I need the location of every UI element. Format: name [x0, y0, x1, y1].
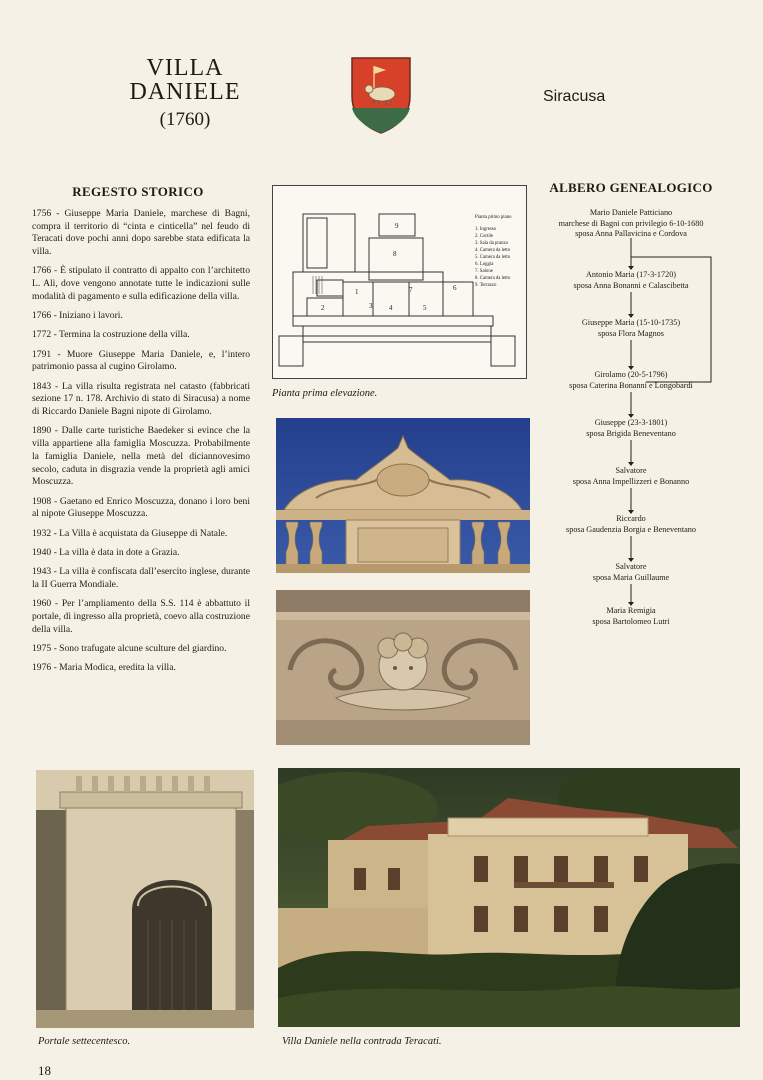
regesto-entry: 1975 - Sono trafugate alcune sculture del giardino. [32, 642, 227, 654]
regesto-entry: 1976 - Maria Modica, eredita la villa. [32, 662, 176, 674]
portale-caption: Portale settecentesco. [38, 1036, 131, 1047]
room-number: 6 [453, 284, 457, 292]
room-number: 1 [355, 288, 359, 296]
plan-legend-title: Pianta primo piano [475, 215, 512, 220]
regesto-entry: 1843 - La villa risulta registrata nel catasto (fabbricati sezione 17 n. 178. Archivio di stato di Siracusa) a nome di Riccardo Daniele Bagni nipote di Girolamo. [32, 380, 250, 418]
plan-legend-item: 7. Salone [475, 269, 493, 274]
tree-node: Mario Daniele Patticiano marchese di Bagni con privilegio 6-10-1680 sposa Anna Pallavicina e Cordova [558, 208, 704, 238]
regesto-entry: 1756 - Giuseppe Maria Daniele, marchese di Bagni, compra il territorio di “cinta e cinticella” nel feudo di Teracati dove pochi anni dopo sarebbe stata edificata la villa. [32, 208, 250, 258]
room-number: 7 [409, 286, 413, 294]
regesto-heading: REGESTO STORICO [72, 184, 204, 199]
plan-legend-item: 6. Loggia [475, 262, 494, 267]
title-line-1: VILLA [146, 55, 224, 81]
regesto-entry: 1932 - La Villa è acquistata da Giuseppe di Natale. [32, 527, 228, 539]
plan-legend-item: 3. Sala da pranzo [475, 241, 509, 246]
tree-node: Giuseppe Maria (15-10-1735) sposa Flora Magnos [581, 318, 681, 338]
plan-legend-item: 2. Cortile [475, 234, 494, 239]
regesto-entry: 1960 - Per l’ampliamento della S.S. 114 è abbattuto il portale, di ingresso alla proprietà, coevo alla costruzione della villa. [32, 598, 250, 635]
title-line-2: DANIELE [129, 79, 241, 105]
title-year: (1760) [159, 109, 211, 130]
cherub-relief-photo [276, 590, 530, 745]
tree-node: Giuseppe (23-3-1801) sposa Brigida Beneventano [586, 418, 676, 438]
regesto-entry: 1766 - È stipulato il contratto di appalto con l’architetto L. Alì, dove vengono annotate tutte le indicazioni sulle modalità di pagamento e sulla edificazione della villa. [32, 265, 250, 302]
regesto-list [32, 208, 250, 681]
coat-of-arms-icon [350, 56, 412, 134]
room-number: 4 [389, 304, 393, 312]
floor-plan-drawing [273, 186, 526, 378]
tree-node: Salvatore sposa Maria Guillaume [592, 562, 670, 582]
regesto-entry: 1940 - La villa è data in dote a Grazia. [32, 546, 180, 558]
plan-legend-item: 8. Camera da letto [475, 276, 511, 281]
plan-caption: Pianta prima elevazione. [272, 388, 378, 399]
plan-legend-item: 5. Camera da letto [475, 255, 511, 260]
regesto-entry: 1766 - Iniziano i lavori. [32, 310, 123, 322]
family-tree [546, 200, 761, 640]
albero-heading: ALBERO GENEALOGICO [549, 180, 713, 195]
city-label: Siracusa [543, 88, 606, 105]
room-number: 3 [369, 302, 373, 310]
regesto-entry: 1943 - La villa è confiscata dall’esercito inglese, durante la II Guerra Mondiale. [32, 566, 250, 590]
regesto-entry: 1772 - Termina la costruzione della villa. [32, 329, 190, 341]
tree-node: Antonio Maria (17-3-1720) sposa Anna Bonanni e Calascibetta [573, 270, 689, 290]
room-number: 2 [321, 304, 325, 312]
regesto-entry: 1791 - Muore Giuseppe Maria Daniele, e, l’intero patrimonio passa al cugino Girolamo. [32, 348, 250, 373]
page-title [110, 56, 260, 129]
regesto-entry: 1890 - Dalle carte turistiche Baedeker si evince che la villa appartiene alla famiglia Moscuzza. Probabilmente la famiglia Daniele, nella metà del diciannovesimo secolo, caduta in disgrazia vende la proprietà agli amici Moscuzza. [32, 425, 250, 488]
portale-photo [36, 770, 254, 1028]
tree-node: Salvatore sposa Anna Impellizzeri e Bonanno [572, 466, 690, 486]
tree-node: Girolamo (20-5-1796) sposa Caterina Bonanni e Longobardi [569, 370, 693, 390]
room-number: 9 [395, 222, 399, 230]
room-number: 5 [423, 304, 427, 312]
plan-legend-item: 9. Terrazzo [475, 283, 497, 288]
regesto-entry: 1908 - Gaetano ed Enrico Moscuzza, donano i loro beni al nipote Giuseppe Moscuzza. [32, 495, 250, 520]
tree-node: Maria Remigia sposa Bartolomeo Lutri [592, 606, 670, 626]
room-number: 8 [393, 250, 397, 258]
villa-caption: Villa Daniele nella contrada Teracati. [282, 1036, 442, 1047]
floor-plan [272, 185, 527, 379]
plan-legend-item: 4. Camera da letto [475, 248, 511, 253]
balustrade-photo [276, 418, 530, 573]
page-number: 18 [38, 1063, 51, 1078]
tree-node: Riccardo sposa Gaudenzia Borgia e Beneventano [566, 514, 696, 534]
villa-exterior-photo [278, 768, 740, 1027]
plan-legend-item: 1. Ingresso [475, 227, 497, 232]
